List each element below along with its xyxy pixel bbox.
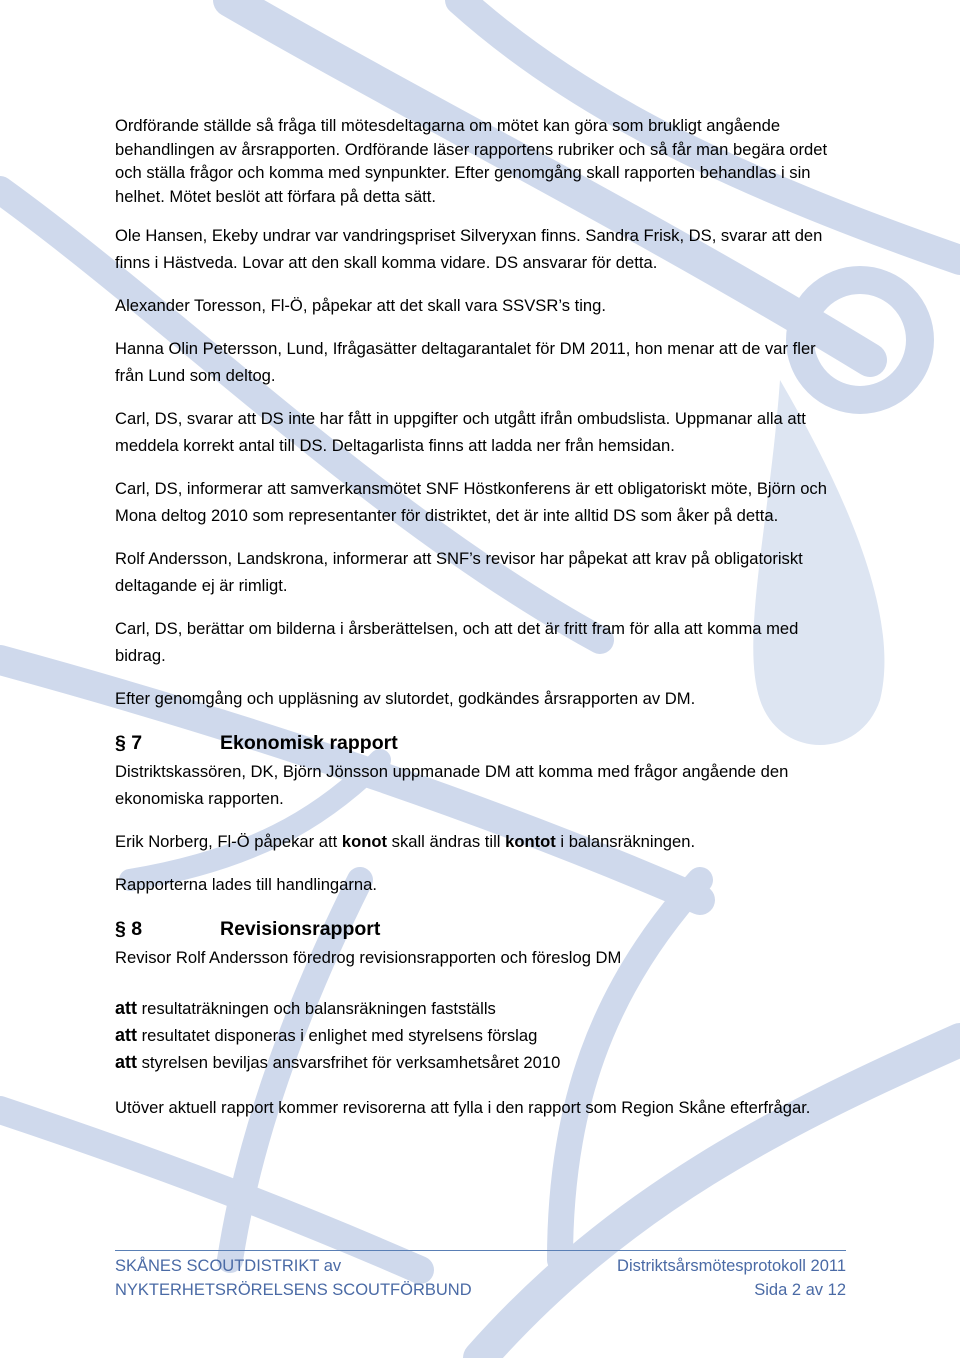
paragraph-alexander-toresson: Alexander Toresson, Fl-Ö, påpekar att det skall vara SSVSR’s ting.	[115, 296, 606, 315]
footer-document-title: Distriktsårsmötesprotokoll 2011	[617, 1257, 846, 1275]
att-item	[115, 995, 845, 1022]
bold-word-konot: konot	[341, 832, 388, 851]
text-run: skall ändras till	[387, 832, 506, 851]
att-text: resultaträkningen och balansräkningen fastställs	[137, 999, 496, 1018]
page-footer	[115, 1250, 846, 1302]
att-text: resultatet disponeras i enlighet med styrelsens förslag	[137, 1026, 538, 1045]
footer-row-2	[115, 1278, 846, 1302]
att-list	[115, 995, 845, 1076]
paragraph-rolf-andersson: Rolf Andersson, Landskrona, informerar att SNF’s revisor har påpekat att krav på obligatoriskt deltagande ej är rimligt.	[115, 549, 803, 595]
section-7-paragraph-2	[115, 828, 845, 855]
paragraph-carl-hostkonferens: Carl, DS, informerar att samverkansmötet SNF Höstkonferens är ett obligatoriskt möte, Björn och Mona deltog 2010 som representanter för distriktet, det är inte alltid DS som åker på detta.	[115, 479, 827, 525]
section-7-number: § 7	[115, 732, 143, 754]
section-7-title: Ekonomisk rapport	[220, 732, 398, 754]
section-7-paragraph-1: Distriktskassören, DK, Björn Jönsson uppmanade DM att komma med frågor angående den ekonomiska rapporten.	[115, 762, 789, 808]
att-item	[115, 1022, 845, 1049]
text-run: i balansräkningen.	[555, 832, 696, 851]
section-7-heading	[115, 728, 845, 758]
footer-page-number: Sida 2 av 12	[754, 1281, 846, 1299]
footer-organization-line-1: SKÅNES SCOUTDISTRIKT av	[115, 1257, 342, 1275]
section-8-title: Revisionsrapport	[220, 918, 381, 940]
footer-organization-line-2: NYKTERHETSRÖRELSENS SCOUTFÖRBUND	[115, 1281, 472, 1299]
section-8-heading	[115, 914, 845, 944]
document-body	[115, 114, 845, 1137]
att-item	[115, 1049, 845, 1076]
bold-word-kontot: kontot	[505, 832, 556, 851]
section-8-number: § 8	[115, 918, 143, 940]
paragraph-ole-hansen: Ole Hansen, Ekeby undrar var vandringspriset Silveryxan finns. Sandra Frisk, DS, svarar att den finns i Hästveda. Lovar att den skall komma vidare. DS ansvarar för detta.	[115, 226, 823, 272]
section-7-paragraph-3: Rapporterna lades till handlingarna.	[115, 875, 377, 894]
section-8-paragraph-2: Utöver aktuell rapport kommer revisorerna att fylla i den rapport som Region Skåne efterfrågar.	[115, 1098, 811, 1117]
paragraph-carl-ombudslista: Carl, DS, svarar att DS inte har fått in uppgifter och utgått ifrån ombudslista. Uppmanar alla att meddela korrekt antal till DS. Deltagarlista finns att ladda ner från hemsidan.	[115, 409, 806, 455]
paragraph-arsrapport-godkand: Efter genomgång och uppläsning av slutordet, godkändes årsrapporten av DM.	[115, 689, 696, 708]
footer-row-1	[115, 1254, 846, 1278]
paragraph-carl-bilderna: Carl, DS, berättar om bilderna i årsberättelsen, och att det är fritt fram för alla att komma med bidrag.	[115, 619, 799, 665]
text-run: Erik Norberg, Fl-Ö påpekar att	[115, 832, 342, 851]
att-keyword: att	[115, 1052, 137, 1072]
att-text: styrelsen beviljas ansvarsfrihet för verksamhetsåret 2010	[137, 1053, 561, 1072]
att-keyword: att	[115, 998, 137, 1018]
section-8-paragraph-1: Revisor Rolf Andersson föredrog revisionsrapporten och föreslog DM	[115, 948, 622, 967]
paragraph-hanna-olin-petersson: Hanna Olin Petersson, Lund, Ifrågasätter deltagarantalet för DM 2011, hon menar att de var fler från Lund som deltog.	[115, 339, 816, 385]
att-keyword: att	[115, 1025, 137, 1045]
paragraph-intro: Ordförande ställde så fråga till mötesdeltagarna om mötet kan göra som brukligt angående behandlingen av årsrapporten. Ordförande läser rapportens rubriker och så får man begära ordet och ställa frågor och komma med synpunkter. Efter genomgång skall rapporten behandlas i sin helhet. Mötet beslöt att förfara på detta sätt.	[115, 116, 828, 206]
